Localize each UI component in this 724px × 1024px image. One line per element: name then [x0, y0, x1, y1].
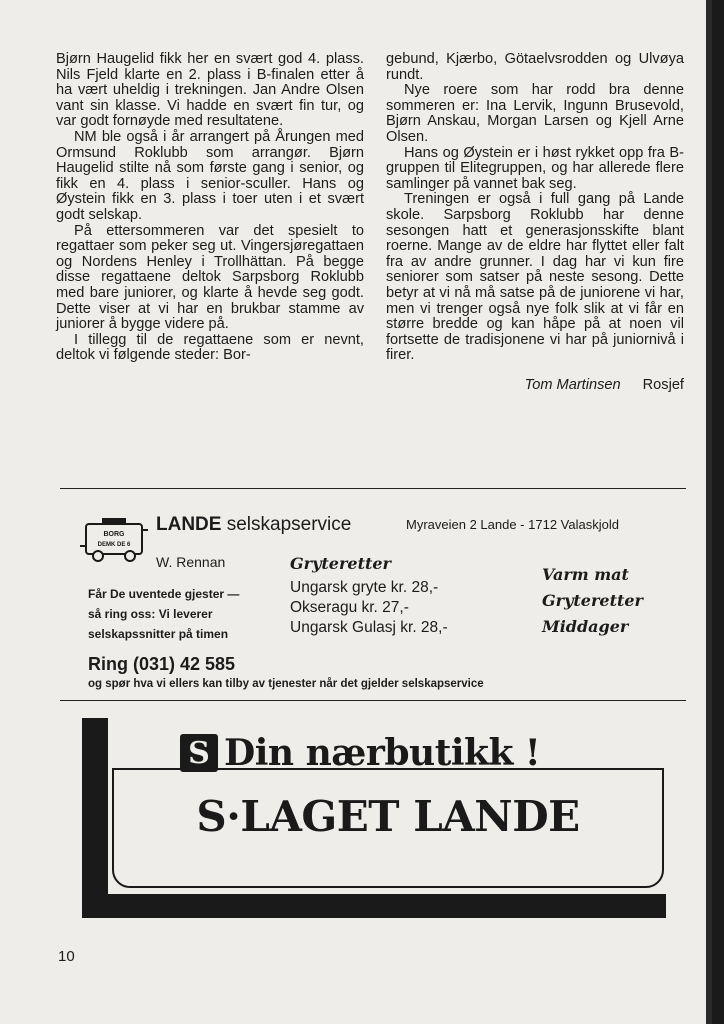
service-item: Middager	[542, 617, 629, 636]
company-name	[156, 514, 351, 536]
company-address: Myraveien 2 Lande - 1712 Valaskjold	[406, 517, 619, 532]
ad-frame-left-bar	[82, 718, 108, 918]
menu-item: Ungarsk gryte kr. 28,-	[290, 579, 439, 596]
menu-list	[290, 578, 448, 638]
logo-text-line1: BORG	[103, 531, 125, 538]
menu-heading: Gryteretter	[290, 554, 391, 573]
company-name-suffix: selskapservice	[226, 514, 352, 535]
article-column-left	[56, 52, 364, 364]
service-item: Gryteretter	[542, 591, 643, 610]
logo-text-line2: DEMK DE 6	[97, 542, 131, 548]
ad-slaget-lande	[82, 718, 666, 918]
store-name: S·LAGET LANDE	[196, 792, 580, 841]
page-number: 10	[58, 948, 75, 965]
ad-lande-selskapservice	[60, 500, 686, 700]
author-name: Tom Martinsen	[524, 376, 621, 393]
service-item: Varm mat	[542, 565, 629, 584]
guest-text	[88, 584, 239, 644]
article-signature	[386, 378, 684, 394]
menu-item: Ungarsk Gulasj kr. 28,-	[290, 619, 448, 636]
s-logo-icon: S	[180, 734, 218, 772]
services-list	[542, 562, 643, 640]
phone-number: Ring (031) 42 585	[88, 654, 236, 674]
divider	[60, 700, 686, 701]
paragraph: Hans og Øystein er i høst rykket opp fra B-gruppen til Elitegruppen, og har allerede flere samlinger på vannet bak seg.	[386, 144, 684, 192]
ad-headline-row	[180, 732, 540, 774]
divider	[60, 488, 686, 489]
guest-line: selskapssnitter på timen	[88, 627, 229, 641]
paragraph: På ettersommeren var det spesielt to regattaer som peker seg ut. Vingersjøregattaen og Nordens Henley i Trollhättan. På begge disse regattaene deltok Sarpsborg Roklubb med bare juniorer, og klarte å hevde seg godt. Dette viser at vi har en brukbar stamme av juniorer å bygge videre på.	[56, 222, 364, 333]
ad-headline: Din nærbutikk !	[224, 732, 541, 774]
author-role: Rosjef	[642, 376, 684, 393]
paragraph: NM ble også i år arrangert på Årungen med Ormsund Roklubb som arrangør. Bjørn Haugelid stilte nå som første gang i senior, og fikk en 4. plass i senior-sculler. Hans og Øystein fikk en 3. plass i toer uten i et svært godt selskap.	[56, 128, 364, 223]
paragraph: gebund, Kjærbo, Götaelvsrodden og Ulvøya rundt.	[386, 51, 684, 83]
company-name-main: LANDE	[156, 514, 222, 535]
ad-frame-bottom-bar	[82, 894, 666, 918]
owner-name: W. Rennan	[156, 554, 226, 570]
paragraph: Treningen er også i full gang på Lande skole. Sarpsborg Roklubb har denne sesongen hatt et generasjonsskifte blant roerne. Mange av de eldre har flyttet eller falt fra av andre grunner. I dag har vi kun fire seniorer som satser på neste sesong. Dette betyr at vi nå må satse på de juniorene vi har, men vi trenger også nye folk slik at vi får en større bredde og kan håpe på at noen vil fortsette de tradisjonene vi har på juniornivå i firer.	[386, 191, 684, 364]
menu-item: Okseragu kr. 27,-	[290, 599, 409, 616]
paragraph: Nye roere som har rodd bra denne sommeren er: Ina Lervik, Ingunn Brusevold, Bjørn Anskau, Morgan Larsen og Kjell Arne Olsen.	[386, 82, 684, 145]
article-column-right	[386, 52, 684, 393]
guest-line: så ring oss: Vi leverer	[88, 607, 213, 621]
guest-line: Får De uventede gjester —	[88, 587, 240, 601]
paragraph: I tillegg til de regattaene som er nevnt, deltok vi følgende steder: Bor-	[56, 331, 364, 364]
ad-tagline: og spør hva vi ellers kan tilby av tjenester når det gjelder selskapservice	[88, 678, 484, 690]
catering-van-icon	[80, 516, 150, 564]
paragraph: Bjørn Haugelid fikk her en svært god 4. plass. Nils Fjeld klarte en 2. plass i B-finalen etter å ha vært uheldig i trekningen. Jan Andre Olsen vant sin klasse. Vi hadde en svært fin tur, og var godt fornøyde med resultatene.	[56, 51, 364, 130]
